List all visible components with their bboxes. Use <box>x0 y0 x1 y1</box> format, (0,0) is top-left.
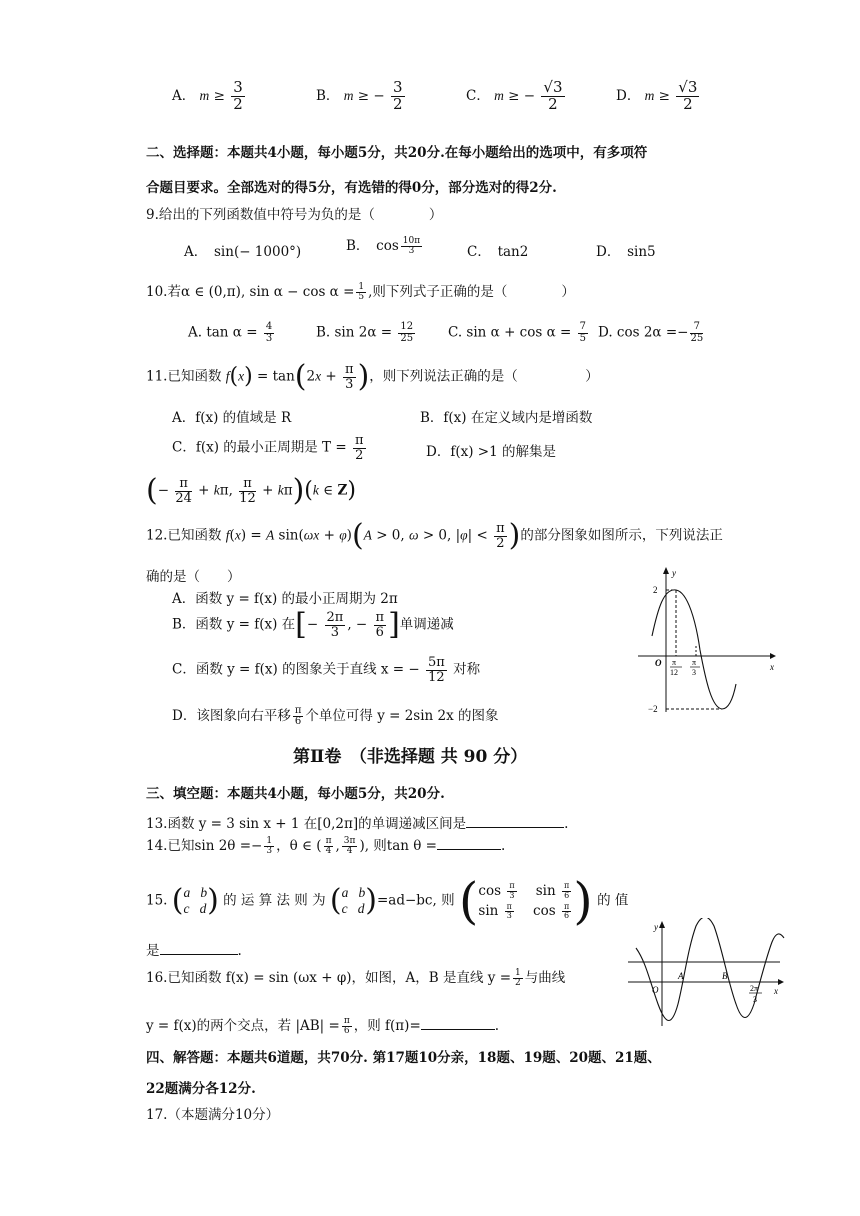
q12-graph-curve <box>652 590 736 709</box>
q12-graph-y-arrow <box>663 567 669 574</box>
q16-graph-tick-num: 2π <box>750 984 759 993</box>
q12-graph-y-min: −2 <box>648 704 658 714</box>
q15-line2: 是 . <box>146 943 242 959</box>
q12-option-c: C．函数 y = f(x) 的图象关于直线 x = − $\frac{5\pi}{12}$ 对称 <box>172 655 481 685</box>
q14: 14.已知sin 2θ =− $\frac{1}{3}$ ，θ ∈ ( $\frac{\pi}{4}$ , $\frac{3\pi}{4}$ ), 则tan θ = . <box>146 835 506 856</box>
section3-title: 三、填空题：本题共4小题，每小题5分，共20分. <box>146 786 445 802</box>
q10-option-d: D. cos 2α =− $\frac{7}{25}$ <box>598 321 704 344</box>
q12-graph-x-arrow <box>770 653 776 659</box>
q11-option-d: D．f(x) >1 的解集是 <box>426 444 556 460</box>
section4-line2: 22题满分各12分. <box>146 1081 256 1097</box>
q16-graph-x-label: x <box>774 986 778 996</box>
q12-stem-line2: 确的是（ ） <box>146 569 241 585</box>
q16-graph-x-arrow <box>778 979 784 985</box>
q10-stem: 10.若α ∈ (0,π), sin α − cos α = $\frac{1}{5}$ ,则下列式子正确的是（ ） <box>146 281 575 302</box>
q12-option-d: D．该图象向右平移 $\frac{\pi}{6}$ 个单位可得 y = 2sin 2x 的图象 <box>172 704 499 727</box>
section2-line2: 合题目要求。全部选对的得5分，有选错的得0分，部分选对的得2分. <box>146 180 557 196</box>
q8-option-d: D． m ≥ $\frac{√3}{2}$ <box>616 78 698 113</box>
q16-graph-y-arrow <box>659 921 665 928</box>
q16-graph-point-b: B <box>722 971 728 981</box>
q12-stem: 12.已知函数 f(x) = A sin(ωx + φ)(A > 0, ω > 0, |φ| < $\frac{\pi}{2}$ )的部分图象如图所示，下列说法正 <box>146 518 723 553</box>
q9-stem: 9.给出的下列函数值中符号为负的是（ ） <box>146 207 443 223</box>
q11-option-d-interval: (− $\frac{\pi}{24}$ + kπ, $\frac{\pi}{12}$ + kπ)(k ∈ Z) <box>146 473 356 508</box>
q11-option-c: C．f(x) 的最小正周期是 T = $\frac{\pi}{2}$ <box>172 433 364 463</box>
q12-graph-tick1-num: π <box>672 658 677 667</box>
q12-graph-y-label: y <box>672 568 676 578</box>
q12-option-b: B．函数 y = f(x) 在[− $\frac{2\pi}{3}$ , − $\frac{\pi}{6}$ ]单调递减 <box>172 607 454 642</box>
q12-graph <box>630 562 780 722</box>
q12-option-a: A．函数 y = f(x) 的最小正周期为 2π <box>172 591 398 607</box>
q10-option-b: B. sin 2α = $\frac{12}{25}$ <box>316 321 414 344</box>
q11-stem: 11.已知函数 f(x) = tan(2x + $\frac{\pi}{3}$ )，则下列说法正确的是（ ） <box>146 359 599 394</box>
q17-title: 17.（本题满分10分） <box>146 1107 280 1123</box>
section2-line1: 二、选择题：本题共4小题，每小题5分，共20分.在每小题给出的选项中，有多项符 <box>146 145 648 161</box>
q12-graph-y-max: 2 <box>653 585 658 595</box>
q16-line1: 16.已知函数 f(x) = sin (ωx + φ)，如图，A，B 是直线 y = $\frac{1}{2}$ 与曲线 <box>146 967 566 988</box>
q8-option-a: A． m ≥ $\frac{3}{2}$ <box>172 78 243 113</box>
q16-line2: y = f(x)的两个交点，若 |AB| = $\frac{\pi}{6}$ ，则 f(π)= . <box>146 1015 500 1036</box>
q11-option-a: A．f(x) 的值域是 R <box>172 410 292 426</box>
q9-option-c: C． tan2 <box>467 244 529 260</box>
q8-option-c: C． m ≥ − $\frac{√3}{2}$ <box>466 78 563 113</box>
q13: 13.函数 y = 3 sin x + 1 在[0,2π]的单调递减区间是 . <box>146 816 569 832</box>
q16-graph-y-label: y <box>654 922 658 932</box>
q12-graph-origin: O <box>655 658 662 668</box>
q10-option-a: A. tan α = $\frac{4}{3}$ <box>188 321 273 344</box>
q15: 15. (a b c d) 的 运 算 法 则 为 (a b c d)=ad−bc, 则 (cos $\frac{\pi}{3}$ sin $\frac{\pi}{6}$ sin $\frac{\pi}{3}$ cos $\frac{\pi}{6}$ ) 的 值 <box>146 872 629 930</box>
q9-option-d: D． sin5 <box>596 244 656 260</box>
q10-option-c: C. sin α + cos α = $\frac{7}{5}$ <box>448 321 586 344</box>
q9-option-a: A． sin(− 1000°) <box>184 244 302 260</box>
q12-graph-x-label: x <box>770 662 774 672</box>
q12-graph-tick1-den: 12 <box>670 668 678 677</box>
q11-option-b: B．f(x) 在定义域内是增函数 <box>420 410 593 426</box>
q16-graph <box>622 918 787 1028</box>
q12-graph-tick2-den: 3 <box>692 668 696 677</box>
q8-option-b: B． m ≥ − $\frac{3}{2}$ <box>316 78 403 113</box>
q12-graph-tick2-num: π <box>692 658 697 667</box>
q9-option-b: B． cos $\frac{10\pi}{3}$ <box>346 235 421 256</box>
q16-graph-curve <box>636 918 784 1021</box>
q16-graph-tick-den: 3 <box>753 995 757 1004</box>
q16-graph-origin: O <box>652 985 659 995</box>
part2-title: 第Ⅱ卷 （非选择题 共 90 分） <box>293 747 528 767</box>
section4-line1: 四、解答题：本题共6道题，共70分. 第17题10分亲，18题、19题、20题、21题、 <box>146 1050 661 1066</box>
q16-graph-point-a: A <box>678 971 684 981</box>
